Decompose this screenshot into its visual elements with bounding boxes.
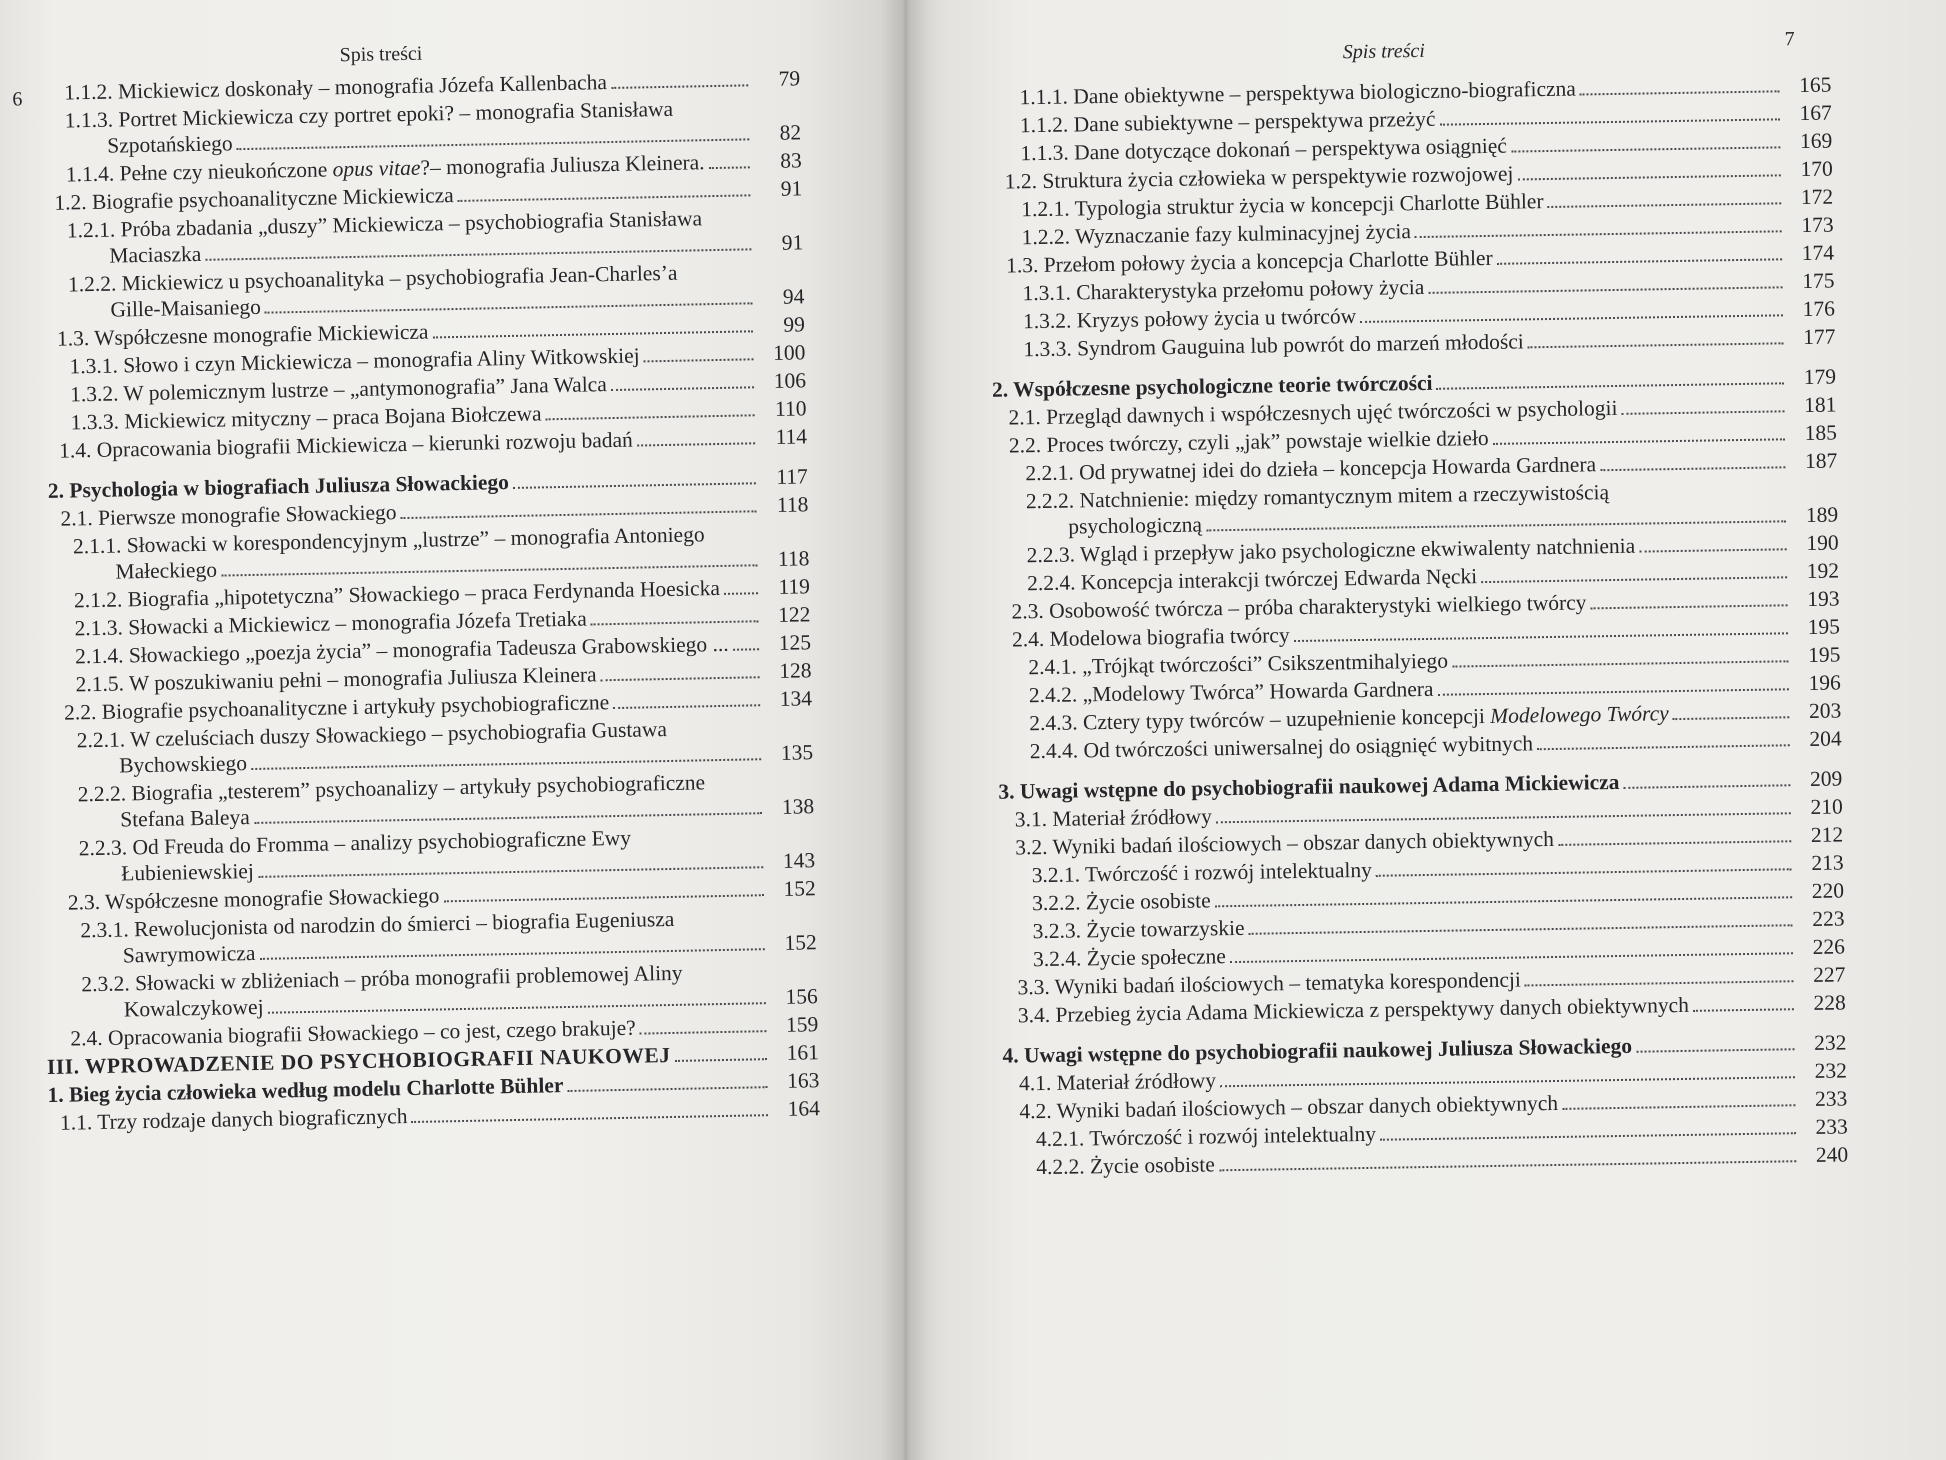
dot-leader [1380,1132,1796,1141]
right-running-head: Spis treści [1342,39,1426,64]
toc-entry-title: 1.2.2. Wyznaczanie fazy kulminacyjnej życia [1021,219,1412,250]
dot-leader [1294,632,1788,642]
toc-page-number: 118 [777,546,810,571]
dot-leader [1220,1076,1795,1087]
toc-entry-title: 1.3.1. Słowo i czyn Mickiewicza – monografia Aliny Witkowskiej [69,343,640,379]
dot-leader [254,812,762,824]
toc-page-number: 118 [776,492,809,517]
dot-leader [611,84,748,89]
dot-leader [1215,896,1792,907]
toc-entry-title-continuation: Łubieniewskiej [121,858,255,886]
toc-entry-title: 1.1. Trzy rodzaje danych biograficznych [59,1104,408,1135]
toc-page-number: 232 [1814,1058,1848,1083]
toc-page-number: 134 [779,686,813,711]
toc-entry-title: 2.4. Modelowa biografia twórcy [1011,623,1290,652]
dot-leader [1511,146,1780,152]
toc-entry-title: 2.2.3. Od Freuda do Fromma – analizy psychobiograficzne Ewy [78,825,632,861]
toc-entry-title: 2.1.4. Słowackiego „poezja życia” – monografia Tadeusza Grabowskiego ... [74,631,729,669]
toc-page-number: 226 [1812,934,1846,959]
toc-page-number: 106 [773,368,807,393]
dot-leader [675,1058,767,1062]
toc-page-number: 128 [779,658,812,683]
toc-page-number: 100 [772,340,806,365]
toc-entry-title: 2.4.2. „Modelowy Twórca” Howarda Gardnera [1028,676,1434,708]
toc-page-number: 203 [1808,698,1842,723]
dot-leader [433,330,753,338]
dot-leader [1219,1160,1796,1171]
toc-page-number: 220 [1811,878,1845,903]
toc-page-number: 91 [781,230,804,255]
toc-entry-title: 3.2.1. Twórczość i rozwój intelektualny [1031,857,1373,888]
toc-entry-title: 2.2.4. Koncepcja interakcji twórczej Edwarda Nęcki [1026,564,1478,596]
toc-entry-title: 2.1.1. Słowacki w korespondencyjnym „lustrze” – monografia Antoniego [72,522,705,559]
toc-entry-title: 1.2. Biografie psychoanalityczne Mickiewicza [54,183,454,215]
dot-leader [221,564,757,576]
toc-entry-title: 1.3.2. W polemicznym lustrze – „antymonografia” Jana Walca [69,372,607,407]
toc-page-number: 152 [783,876,816,901]
toc-page-number: 192 [1806,558,1840,583]
toc-entry-title: 1.1.3. Dane dotyczące dokonań – perspektywa osiągnięć [1020,133,1508,166]
toc-entry-title: 2.3. Współczesne monografie Słowackiego [67,883,440,915]
toc-entry-title: 1.2.1. Próba zbadania „duszy” Mickiewicza – psychobiografia Stanisława [66,206,703,243]
dot-leader [1439,118,1779,125]
toc-entry-title: 2.3.1. Rewolucjonista od narodzin do śmierci – biografia Eugeniusza [80,906,675,943]
toc-page-number: 159 [785,1012,819,1037]
dot-leader [1493,438,1785,445]
dot-leader [591,620,759,625]
toc-entry-title: 2.1. Przegląd dawnych i współczesnych ujęć twórczości w psychologii [1008,395,1618,430]
toc-entry-title: 1.4. Opracowania biografii Mickiewicza – kierunki rozwoju badań [58,427,633,463]
dot-leader [259,948,764,960]
toc-page-number: 122 [777,602,811,627]
left-running-head: Spis treści [339,42,423,67]
dot-leader [1428,286,1782,294]
toc-entry-title: 3.1. Materiał źródłowy [1014,804,1213,832]
dot-leader [1624,784,1791,789]
dot-leader [1636,1048,1794,1052]
dot-leader [1216,812,1791,823]
toc-entry-title: 3.4. Przebieg życia Adama Mickiewicza z perspektywy danych obiektywnych [1017,992,1690,1028]
toc-page-number: 233 [1815,1114,1848,1139]
toc-entry-title: 2.2.2. Biografia „testerem” psychoanalizy – artykuły psychobiograficzne [77,770,706,807]
toc-page-number: 83 [779,148,802,173]
toc-page-number: 233 [1814,1086,1848,1111]
toc-entry-title: III. WPROWADZENIE DO PSYCHOBIOGRAFII NAUKOWEJ [46,1043,671,1079]
toc-entry-title: 2.3.2. Słowacki w zbliżeniach – próba monografii problemowej Aliny [81,960,683,997]
dot-leader [709,166,750,169]
toc-entry-title: 4.2. Wyniki badań ilościowych – obszar danych obiektywnych [1019,1090,1559,1124]
right-page-number: 7 [1784,28,1795,51]
dot-leader [1528,342,1784,348]
dot-leader [258,866,763,878]
dot-leader [613,704,760,709]
dot-leader [1562,1104,1795,1110]
toc-entry-title: 2. Współczesne psychologiczne teorie twórczości [991,370,1433,402]
toc-page-number: 181 [1803,392,1837,418]
right-page [905,0,1946,1460]
toc-page-number: 240 [1815,1142,1849,1167]
dot-leader [1548,202,1782,208]
toc-entry-title: 2.2.1. W czeluściach duszy Słowackiego – psychobiografia Gustawa [76,717,668,753]
toc-entry-title: 1.1.3. Portret Mickiewicza czy portret epoki? – monografia Stanisława [64,96,674,133]
dot-leader [513,482,756,489]
dot-leader [1249,924,1793,935]
toc-page-number: 170 [1800,156,1833,182]
toc-entry-title: 2.1. Pierwsze monografie Słowackiego [60,500,397,531]
dot-leader [1558,840,1791,846]
toc-page-number: 164 [787,1096,821,1121]
toc-entry-title: 3.2. Wyniki badań ilościowych – obszar danych obiektywnych [1015,826,1555,860]
toc-page-number: 196 [1808,670,1841,695]
dot-leader [1376,868,1792,877]
toc-entry-title-continuation: Sawrymowicza [122,940,256,968]
toc-entry-title: 1.2.1. Typologia struktur życia w koncepcji Charlotte Bühler [1021,189,1544,222]
toc-page-number: 174 [1801,240,1835,266]
toc-page-number: 189 [1805,502,1839,527]
toc-page-number: 223 [1812,906,1845,931]
toc-entry-title: 2.2.1. Od prywatnej idei do dzieła – koncepcja Howarda Gardnera [1025,452,1597,486]
dot-leader [1230,952,1793,963]
toc-page-number: 176 [1802,296,1836,322]
toc-page-number: 195 [1807,614,1841,639]
toc-page-number: 152 [784,930,817,955]
toc-entry-title-continuation: Szpotańskiego [107,131,233,158]
dot-leader [567,1086,767,1092]
dot-leader [1437,382,1785,389]
toc-page-number: 94 [782,284,805,309]
dot-leader [251,758,761,770]
toc-entry-title: 3. Uwagi wstępne do psychobiografii naukowej Adama Mickiewicza [998,769,1620,804]
toc-page-number: 119 [778,574,811,599]
toc-page-number: 204 [1809,726,1842,751]
toc-page-number: 156 [785,984,818,1009]
toc-entry-title-continuation: Gille-Maisaniego [110,294,262,322]
toc-entry-title: 2.4. Opracowania biografii Słowackiego – co jest, czego brakuje? [70,1015,636,1051]
toc-page-number: 125 [778,630,812,655]
toc-entry-title: 3.2.2. Życie osobiste [1031,888,1211,916]
toc-page-number: 143 [782,848,816,873]
toc-entry-title: 2.2.2. Natchnienie: między romantycznym mitem a rzeczywistością [1025,480,1610,514]
dot-leader [1622,410,1785,415]
toc-entry-title: 2.2. Proces twórczy, czyli „jak” powstaje wielkie dzieło [1008,425,1489,458]
dot-leader [1360,314,1783,323]
dot-leader [1591,604,1788,609]
toc-page-number: 110 [774,396,807,421]
toc-page-number: 187 [1804,448,1838,473]
dot-leader [458,194,751,202]
toc-page-number: 227 [1812,962,1846,987]
toc-entry-title: 3.2.3. Życie towarzyskie [1032,915,1245,944]
dot-leader [1580,90,1780,95]
toc-page-number: 167 [1799,100,1833,126]
toc-page-number: 99 [783,312,806,337]
toc-entry-title: 4.1. Materiał źródłowy [1018,1068,1217,1096]
dot-leader [268,1002,766,1014]
dot-leader [601,676,760,681]
toc-entry-title: 2.4.3. Cztery typy twórców – uzupełnienie koncepcji Modelowego Twórcy [1029,701,1669,736]
dot-leader [733,648,759,651]
toc-page-number: 209 [1809,766,1843,791]
right-toc-list [971,70,1848,1181]
dot-leader [1481,576,1787,583]
toc-page-number: 175 [1802,268,1835,294]
toc-page-number: 212 [1810,822,1844,847]
dot-leader [1673,716,1790,720]
toc-page-number: 173 [1801,212,1834,238]
toc-page-number: 138 [781,794,815,819]
dot-leader [237,138,750,150]
dot-leader [611,386,754,391]
dot-leader [1537,744,1790,750]
toc-page-number: 117 [776,464,808,489]
toc-entry-title: 2.4.1. „Trójkąt twórczości” Csikszentmihalyiego [1028,648,1449,680]
toc-entry-title: 1.3.1. Charakterystyka przełomu połowy życia [1022,274,1425,306]
dot-leader [1693,1008,1794,1012]
toc-entry-title: 4. Uwagi wstępne do psychobiografii naukowej Juliusza Słowackiego [1002,1033,1633,1068]
dot-leader [1639,548,1786,552]
toc-entry-title-continuation: Małeckiego [115,557,218,584]
toc-entry-title-continuation: Kowalczykowej [123,994,264,1022]
left-page [0,0,905,1460]
toc-entry-title: 1.3. Przełom połowy życia a koncepcja Charlotte Bühler [1005,245,1493,278]
toc-entry-title: 1.1.2. Dane subiektywne – perspektywa przeżyć [1019,106,1436,138]
toc-page-number: 213 [1811,850,1844,875]
toc-entry-title-continuation: Stefana Baleya [120,805,250,832]
dot-leader [1517,174,1780,180]
dot-leader [412,1114,768,1123]
toc-entry-title: 2.1.3. Słowacki a Mickiewicz – monografia Józefa Tretiaka [74,606,587,641]
toc-entry-title: 4.2.2. Życie osobiste [1036,1152,1216,1180]
toc-entry-title: 1.3.3. Mickiewicz mityczny – praca Bojana Biołczewa [70,401,542,435]
toc-entry-title: 2.2. Biografie psychoanalityczne i artykuły psychobiograficzne [63,690,610,725]
toc-entry-title: 1.1.4. Pełne czy nieukończone opus vitae?– monografia Juliusza Kleinera. [65,150,705,187]
toc-page-number: 210 [1810,794,1843,819]
toc-entry-title: 2.4.4. Od twórczości uniwersalnej do osiągnięć wybitnych [1029,731,1534,764]
left-toc-list [28,63,820,1136]
dot-leader [1525,980,1794,986]
dot-leader [1415,230,1782,238]
toc-entry-title: 4.2.1. Twórczość i rozwój intelektualny [1035,1121,1377,1152]
dot-leader [724,592,758,595]
toc-page-number: 177 [1802,324,1836,350]
toc-entry-title: 1. Bieg życia człowieka według modelu Charlotte Bühler [47,1073,564,1107]
toc-entry-title-continuation: Maciaszka [109,241,202,268]
toc-page-number: 161 [786,1040,820,1065]
dot-leader [443,894,763,902]
toc-page-number: 190 [1806,530,1839,555]
toc-page-number: 114 [775,424,808,449]
dot-leader [1497,258,1782,264]
toc-page-number: 169 [1799,128,1833,154]
toc-page-number: 195 [1807,642,1841,667]
toc-entry-title-continuation: psychologiczną [1068,512,1203,539]
toc-page-number: 165 [1798,72,1832,98]
toc-entry-title: 1.3.2. Kryzys połowy życia u twórców [1022,304,1357,334]
toc-page-number: 172 [1800,184,1834,210]
toc-page-number: 82 [779,120,802,145]
toc-entry-title: 1.3. Współczesne monografie Mickiewicza [56,319,429,351]
toc-entry-title: 3.3. Wyniki badań ilościowych – tematyka korespondencji [1017,967,1522,1000]
toc-page-number: 79 [778,66,801,91]
toc-page-number: 135 [780,740,814,765]
left-page-number: 6 [12,88,23,111]
toc-page-number: 91 [780,176,803,201]
dot-leader [1438,688,1789,696]
toc-page-number: 228 [1813,990,1846,1015]
toc-entry-title: 1.2. Struktura życia człowieka w perspektywie rozwojowej [1004,161,1514,194]
dot-leader [1600,466,1785,471]
toc-entry-title: 1.1.2. Mickiewicz doskonały – monografia Józefa Kallenbacha [64,70,608,105]
toc-entry-title: 2.3. Osobowość twórcza – próba charakterystyki wielkiego twórcy [1011,590,1587,624]
dot-leader [1206,520,1786,531]
toc-entry-title: 2.2.3. Wgląd i przepływ jako psychologiczne ekwiwalenty natchnienia [1026,533,1636,568]
toc-entry-title: 2.1.5. W poszukiwaniu pełni – monografia Juliusza Kleinera [75,662,597,697]
toc-entry-title: 2.1.2. Biografia „hipotetyczna” Słowackiego – praca Ferdynanda Hoesicka [73,575,721,613]
toc-page-number: 179 [1803,364,1837,390]
dot-leader [546,414,755,420]
dot-leader [637,442,755,446]
dot-leader [401,510,757,519]
dot-leader [640,1030,767,1034]
toc-page-number: 193 [1807,586,1840,611]
toc-entry-title: 1.1.1. Dane obiektywne – perspektywa biologiczno-biograficzna [1019,76,1577,110]
dot-leader [644,358,754,362]
dot-leader [265,302,752,313]
toc-page-number: 185 [1804,420,1838,446]
toc-page-number: 163 [786,1068,820,1093]
toc-entry-title: 1.3.3. Syndrom Gauguina lub powrót do marzeń młodości [1023,329,1524,362]
toc-entry-title: 1.2.2. Mickiewicz u psychoanalityka – psychobiografia Jean-Charles’a [67,260,678,297]
toc-entry-title-continuation: Bychowskiego [118,751,248,778]
toc-page-number: 232 [1813,1030,1847,1055]
toc-entry-title: 3.2.4. Życie społeczne [1032,944,1227,972]
dot-leader [1452,660,1788,667]
toc-entry-title: 2. Psychologia w biografiach Juliusza Słowackiego [47,470,510,503]
